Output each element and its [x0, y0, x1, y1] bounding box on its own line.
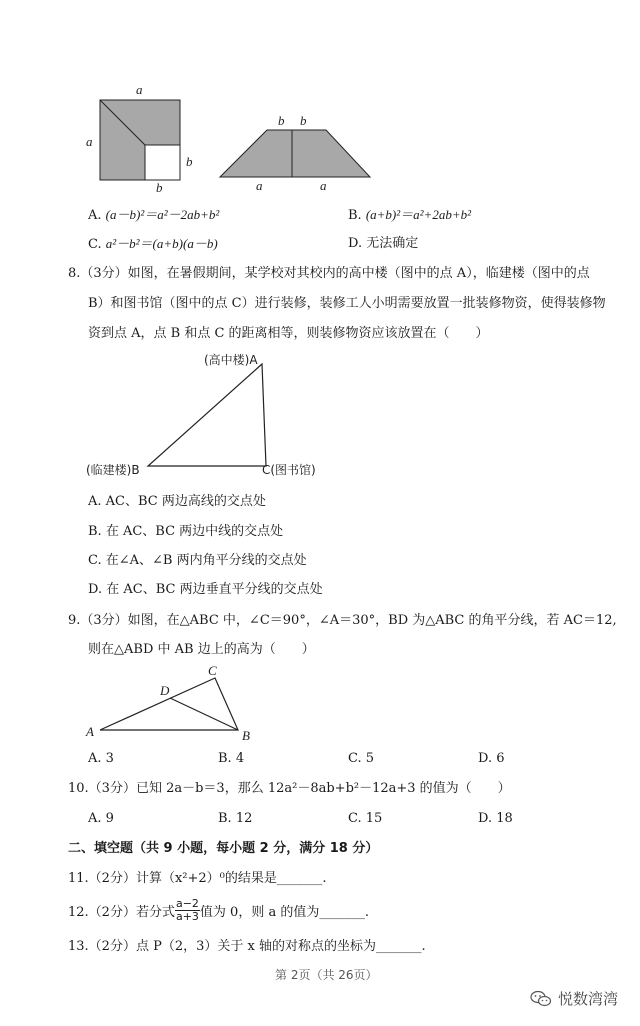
q8-option-a[interactable]: A. AC、BC 两边高线的交点处 — [88, 494, 266, 509]
q7-option-a[interactable]: A. (a－b)²＝a²－2ab+b² — [88, 207, 220, 223]
q9-point-c-label: C — [208, 663, 217, 678]
q9-option-d[interactable]: D. 6 — [478, 751, 505, 766]
sq-left-label: a — [86, 134, 93, 149]
q9-option-b[interactable]: B. 4 — [218, 751, 245, 766]
sq-right-label: b — [186, 154, 193, 169]
q8-line3: 资到点 A，点 B 和点 C 的距离相等，则装修物资应该放置在（ ） — [88, 326, 489, 341]
q9-line1: 9.（3分）如图，在△ABC 中，∠C＝90°，∠A＝30°，BD 为△ABC 的角平分线，若 AC＝12, — [68, 613, 617, 628]
q10-option-c[interactable]: C. 15 — [348, 811, 383, 826]
q12-suffix: 值为 0，则 a 的值为_______. — [199, 904, 369, 920]
q8-option-b[interactable]: B. 在 AC、BC 两边中线的交点处 — [88, 524, 284, 539]
tr-bot2-label: a — [320, 178, 327, 193]
q8-point-c-label: C(图书馆) — [262, 463, 316, 477]
q8-triangle-figure — [80, 348, 360, 478]
q9-triangle-figure — [80, 660, 280, 745]
q9-point-b-label: B — [242, 728, 250, 743]
q9-point-a-label: A — [86, 724, 94, 739]
q10-option-d[interactable]: D. 18 — [478, 811, 513, 826]
q8-option-d[interactable]: D. 在 AC、BC 两边垂直平分线的交点处 — [88, 582, 323, 597]
q10-line1: 10.（3分）已知 2a－b＝3，那么 12a²－8ab+b²－12a+3 的值为（ ） — [68, 781, 511, 796]
q7-option-c[interactable]: C. a²－b²＝(a+b)(a－b) — [88, 236, 218, 252]
watermark — [530, 988, 618, 1009]
q7-figure — [80, 80, 380, 195]
q8-point-a-label: (高中楼)A — [204, 353, 258, 367]
watermark-text: 悦数湾湾 — [558, 990, 619, 1008]
q8-line2: B）和图书馆（图中的点 C）进行装修，装修工人小明需要放置一批装修物资，使得装修物 — [88, 296, 606, 311]
q11-text: 11.（2分）计算（x²+2）⁰的结果是_______. — [68, 871, 327, 886]
tr-bot1-label: a — [256, 178, 263, 193]
wechat-icon — [530, 990, 552, 1008]
q9-line2: 则在△ABD 中 AB 边上的高为（ ） — [88, 642, 315, 657]
tr-top2-label: b — [300, 113, 307, 128]
q8-point-b-label: (临建楼)B — [86, 463, 140, 477]
section2-title: 二、填空题（共 9 小题，每小题 2 分，满分 18 分） — [68, 841, 379, 856]
q12-row — [68, 894, 369, 926]
tr-top1-label: b — [278, 113, 285, 128]
q12-fraction — [175, 898, 200, 923]
q13-text: 13.（2分）点 P（2，3）关于 x 轴的对称点的坐标为_______. — [68, 939, 426, 954]
sq-bottom-label: b — [156, 180, 163, 195]
q12-numerator: a−2 — [175, 896, 199, 910]
q10-option-a[interactable]: A. 9 — [88, 811, 114, 826]
q8-line1: 8.（3分）如图，在暑假期间，某学校对其校内的高中楼（图中的点 A），临建楼（图中的点 — [68, 266, 590, 281]
q9-option-c[interactable]: C. 5 — [348, 751, 375, 766]
q7-option-b[interactable]: B. (a+b)²＝a²+2ab+b² — [348, 207, 471, 223]
q7-option-d[interactable]: D. 无法确定 — [348, 236, 419, 251]
q10-option-b[interactable]: B. 12 — [218, 811, 253, 826]
q12-prefix: 12.（2分）若分式 — [68, 904, 175, 920]
sq-top-label: a — [136, 82, 143, 97]
q12-denominator: a+3 — [175, 909, 199, 923]
q9-option-a[interactable]: A. 3 — [88, 751, 114, 766]
q8-option-c[interactable]: C. 在∠A、∠B 两内角平分线的交点处 — [88, 553, 307, 568]
q9-point-d-label: D — [160, 683, 170, 698]
page-footer: 第 2页（共 26页） — [275, 968, 378, 982]
